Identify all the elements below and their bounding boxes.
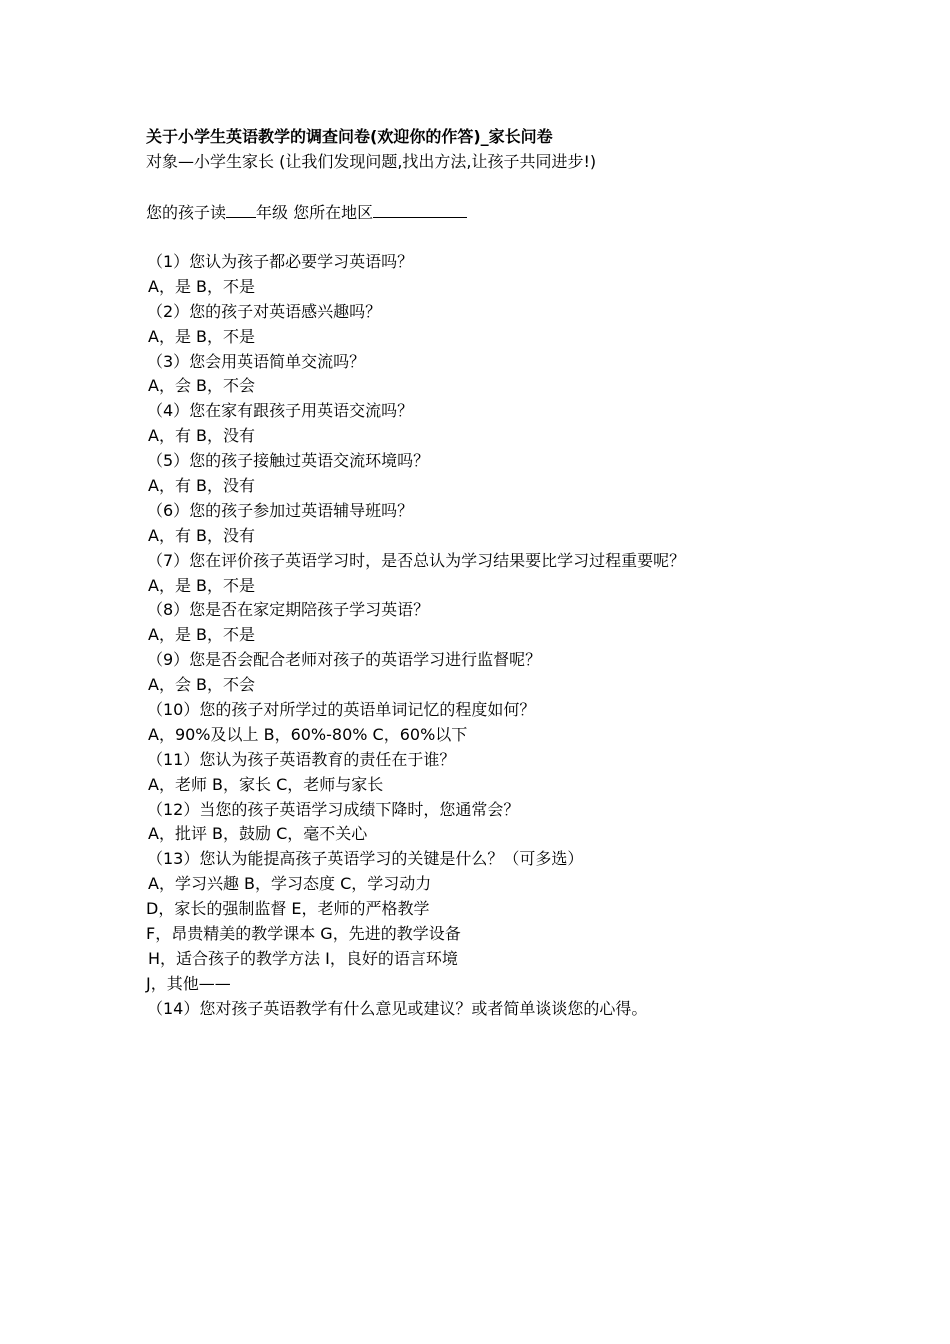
grade-prefix-text: 您的孩子读: [146, 203, 227, 222]
question-list: [146, 250, 926, 1022]
question-text: （4）您在家有跟孩子用英语交流吗？: [147, 401, 414, 421]
question-text: （6）您的孩子参加过英语辅导班吗？: [147, 500, 414, 520]
question-text: （13）您认为能提高孩子英语学习的关键是什么？（可多选）: [147, 849, 584, 869]
question-text: （7）您在评价孩子英语学习时，是否总认为学习结果要比学习过程重要呢？: [147, 550, 686, 570]
answer-options: A，老师 B，家长 C，老师与家长: [148, 774, 384, 794]
answer-options: A，有 B，没有: [148, 426, 256, 446]
answer-options: A，是 B，不是: [148, 326, 256, 346]
answer-options: F，昂贵精美的教学课本 G，先进的教学设备: [146, 924, 461, 944]
answer-options: A，批评 B，鼓励 C，毫不关心: [148, 824, 368, 844]
answer-options: A，是 B，不是: [148, 625, 256, 645]
answer-options: A，会 B，不会: [148, 376, 256, 396]
answer-options: H，适合孩子的教学方法 I，良好的语言环境: [148, 948, 458, 968]
question-text: （12）当您的孩子英语学习成绩下降时，您通常会？: [147, 799, 520, 819]
question-text: （9）您是否会配合老师对孩子的英语学习进行监督呢？: [147, 650, 542, 670]
question-text: （5）您的孩子接触过英语交流环境吗？: [147, 451, 430, 471]
question-text: （2）您的孩子对英语感兴趣吗？: [147, 301, 382, 321]
region-blank[interactable]: [373, 201, 467, 218]
question-text: （10）您的孩子对所学过的英语单词记忆的程度如何？: [147, 700, 536, 720]
question-text: （14）您对孩子英语教学有什么意见或建议？或者简单谈谈您的心得。: [147, 998, 648, 1018]
document-title: 关于小学生英语教学的调查问卷(欢迎你的作答)_家长问卷: [146, 127, 553, 146]
grade-suffix-text: 年级 您所在地区: [256, 203, 374, 222]
grade-blank[interactable]: [226, 201, 256, 218]
answer-options: A，有 B，没有: [148, 525, 256, 545]
question-text: （3）您会用英语简单交流吗？: [147, 351, 366, 371]
answer-options: A，90%及以上 B，60%-80% C，60%以下: [148, 724, 468, 744]
question-text: （8）您是否在家定期陪孩子学习英语？: [147, 600, 430, 620]
document-subtitle: 对象—小学生家长 (让我们发现问题,找出方法,让孩子共同进步!): [146, 152, 597, 171]
answer-options: A，是 B，不是: [148, 276, 256, 296]
answer-options: A，是 B，不是: [148, 575, 256, 595]
answer-options: J，其他——: [146, 973, 231, 993]
answer-options: A，会 B，不会: [148, 675, 256, 695]
question-text: （11）您认为孩子英语教育的责任在于谁？: [147, 749, 456, 769]
respondent-info-line: [146, 201, 467, 224]
answer-options: A，学习兴趣 B，学习态度 C，学习动力: [148, 874, 432, 894]
answer-options: D，家长的强制监督 E，老师的严格教学: [146, 899, 430, 919]
answer-options: A，有 B，没有: [148, 476, 256, 496]
question-text: （1）您认为孩子都必要学习英语吗？: [147, 252, 414, 271]
